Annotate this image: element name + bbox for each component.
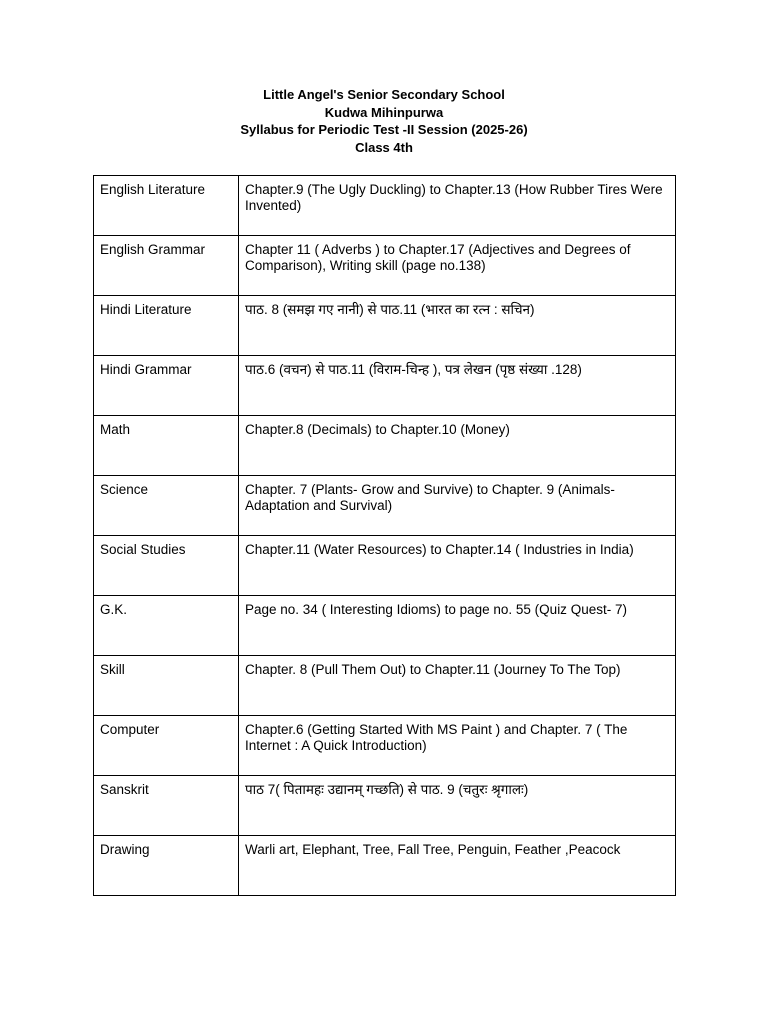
subject-cell: Science bbox=[94, 476, 239, 536]
syllabus-cell: Chapter. 8 (Pull Them Out) to Chapter.11 (Journey To The Top) bbox=[239, 656, 676, 716]
syllabus-cell: Page no. 34 ( Interesting Idioms) to page no. 55 (Quiz Quest- 7) bbox=[239, 596, 676, 656]
subject-cell: Computer bbox=[94, 716, 239, 776]
syllabus-cell: Chapter.6 (Getting Started With MS Paint ) and Chapter. 7 ( The Internet : A Quick Introduction) bbox=[239, 716, 676, 776]
subject-cell: Hindi Literature bbox=[94, 296, 239, 356]
syllabus-cell: Chapter. 7 (Plants- Grow and Survive) to Chapter. 9 (Animals-Adaptation and Survival) bbox=[239, 476, 676, 536]
subject-cell: Sanskrit bbox=[94, 776, 239, 836]
syllabus-cell: पाठ. 8 (समझ गए नानी) से पाठ.11 (भारत का रत्न : सचिन) bbox=[239, 296, 676, 356]
syllabus-cell: Chapter.9 (The Ugly Duckling) to Chapter.13 (How Rubber Tires Were Invented) bbox=[239, 176, 676, 236]
table-row bbox=[94, 176, 676, 236]
subject-cell: Math bbox=[94, 416, 239, 476]
subject-cell: English Literature bbox=[94, 176, 239, 236]
table-row bbox=[94, 776, 676, 836]
syllabus-title: Syllabus for Periodic Test -II Session (2025-26) bbox=[240, 122, 528, 137]
table-row bbox=[94, 716, 676, 776]
subject-cell: Skill bbox=[94, 656, 239, 716]
table-row bbox=[94, 416, 676, 476]
syllabus-cell: पाठ.6 (वचन) से पाठ.11 (विराम-चिन्ह ), पत्र लेखन (पृष्ठ संख्या .128) bbox=[239, 356, 676, 416]
table-row bbox=[94, 836, 676, 896]
subject-cell: Hindi Grammar bbox=[94, 356, 239, 416]
syllabus-cell: Chapter 11 ( Adverbs ) to Chapter.17 (Adjectives and Degrees of Comparison), Writing skill (page no.138) bbox=[239, 236, 676, 296]
table-row bbox=[94, 236, 676, 296]
subject-cell: G.K. bbox=[94, 596, 239, 656]
table-row bbox=[94, 596, 676, 656]
table-row bbox=[94, 476, 676, 536]
subject-cell: Drawing bbox=[94, 836, 239, 896]
syllabus-cell: Warli art, Elephant, Tree, Fall Tree, Penguin, Feather ,Peacock bbox=[239, 836, 676, 896]
document-header bbox=[0, 86, 768, 156]
table-row bbox=[94, 536, 676, 596]
table-row bbox=[94, 356, 676, 416]
syllabus-cell: Chapter.8 (Decimals) to Chapter.10 (Money) bbox=[239, 416, 676, 476]
subject-cell: Social Studies bbox=[94, 536, 239, 596]
syllabus-table bbox=[93, 175, 676, 896]
school-name: Little Angel's Senior Secondary School bbox=[263, 87, 505, 102]
table-row bbox=[94, 296, 676, 356]
class-label: Class 4th bbox=[355, 139, 413, 155]
syllabus-cell: Chapter.11 (Water Resources) to Chapter.14 ( Industries in India) bbox=[239, 536, 676, 596]
table-row bbox=[94, 656, 676, 716]
syllabus-cell: पाठ 7( पितामहः उद्यानम् गच्छति) से पाठ. 9 (चतुरः श्रृगालः) bbox=[239, 776, 676, 836]
subject-cell: English Grammar bbox=[94, 236, 239, 296]
school-location: Kudwa Mihinpurwa bbox=[324, 104, 444, 120]
